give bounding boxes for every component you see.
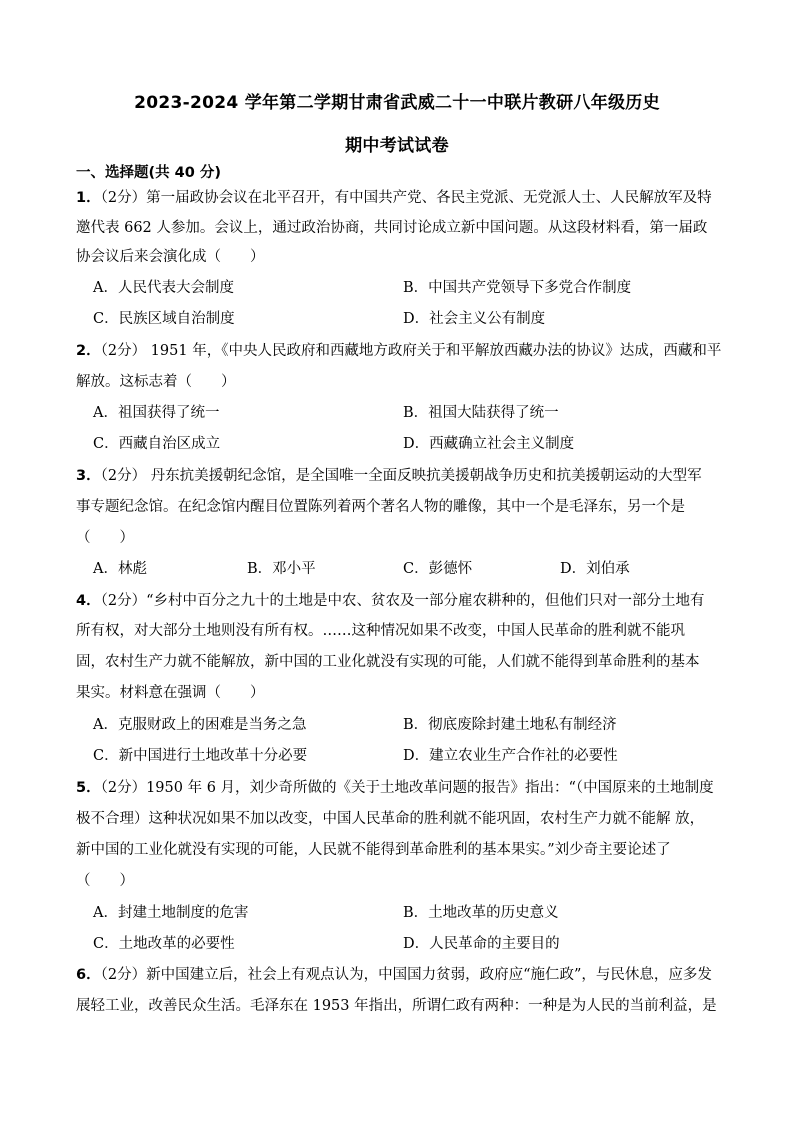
question-4-option-d: D．建立农业生产合作社的必要性	[403, 748, 618, 764]
question-5-option-b: B．土地改革的历史意义	[403, 905, 559, 921]
question-3-line-3: （ ）	[76, 530, 134, 546]
question-5-line-4: （ ）	[76, 873, 134, 889]
question-1-option-d: D．社会主义公有制度	[403, 311, 546, 327]
question-3-option-b: B．邓小平	[247, 561, 316, 577]
question-3-option-d: D．刘伯承	[560, 561, 630, 577]
question-5-line-2: 极不合理）这种状况如果不加以改变，中国人民革命的胜利就不能巩固，农村生产力就不能解 放，	[76, 811, 705, 827]
question-5-line-3: 新中国的工业化就没有实现的可能，人民就不能得到革命胜利的基本果实。”刘少奇主要论述了	[76, 842, 671, 858]
question-5-line-1: 5．（2分）1950 年 6 月，刘少奇所做的《关于土地改革问题的报告》指出：“（中国原来的土地制度	[76, 780, 714, 796]
question-4-line-1: 4．（2分）“乡村中百分之九十的土地是中农、贫农及一部分雇农耕种的，但他们只对一部分土地有	[76, 593, 705, 609]
question-4-line-2: 所有权，对大部分土地则没有所有权。……这种情况如果不改变，中国人民革命的胜利就不能巩	[76, 623, 685, 639]
question-1-option-c: C．民族区域自治制度	[93, 311, 235, 327]
question-6-line-2: 展轻工业，改善民众生活。毛泽东在 1953 年指出，所谓仁政有两种：一种是为人民的当前利益，是	[76, 998, 717, 1014]
question-5-option-d: D．人民革命的主要目的	[403, 936, 560, 952]
question-number: 6．	[76, 967, 101, 983]
section-heading: 一、选择题(共 40 分)	[76, 165, 222, 181]
question-1-option-a: A．人民代表大会制度	[93, 280, 234, 296]
question-2-line-2: 解放。这标志着（ ）	[76, 374, 236, 390]
question-3-option-c: C．彭德怀	[403, 561, 473, 577]
exam-title-line1: 2023-2024 学年第二学期甘肃省武威二十一中联片教研八年级历史	[134, 93, 660, 113]
exam-title-line2: 期中考试试卷	[345, 136, 449, 156]
question-1-line-1: 1．（2分）第一届政协会议在北平召开，有中国共产党、各民主党派、无党派人士、人民解放军及特	[76, 190, 712, 206]
question-4-line-3: 固，农村生产力就不能解放，新中国的工业化就没有实现的可能，人们就不能得到革命胜利的基本	[76, 654, 700, 670]
question-2-option-b: B．祖国大陆获得了统一	[403, 405, 559, 421]
question-1-line-3: 协会议后来会演化成（ ）	[76, 249, 265, 265]
question-number: 5．	[76, 780, 101, 796]
question-6-line-1: 6．（2分）新中国建立后，社会上有观点认为，中国国力贫弱，政府应“施仁政”，与民休息，应多发	[76, 967, 712, 983]
question-1-line-2: 邀代表 662 人参加。会议上，通过政治协商，共同讨论成立新中国问题。从这段材料看，第一届政	[76, 220, 708, 236]
question-5-option-c: C．土地改革的必要性	[93, 936, 235, 952]
question-number: 2．	[76, 343, 101, 359]
question-2-option-a: A．祖国获得了统一	[93, 405, 220, 421]
question-5-option-a: A．封建土地制度的危害	[93, 905, 249, 921]
question-2-option-d: D．西藏确立社会主义制度	[403, 436, 575, 452]
question-number: 1．	[76, 190, 101, 206]
question-2-line-1: 2．（2分） 1951 年，《中央人民政府和西藏地方政府关于和平解放西藏办法的协议》达成，西藏和平	[76, 343, 722, 359]
question-number: 4．	[76, 593, 101, 609]
question-4-line-4: 果实。材料意在强调（ ）	[76, 685, 265, 701]
question-4-option-c: C．新中国进行土地改革十分必要	[93, 748, 308, 764]
question-3-line-2: 事专题纪念馆。在纪念馆内醒目位置陈列着两个著名人物的雕像，其中一个是毛泽东，另一个是	[76, 499, 685, 515]
question-1-option-b: B．中国共产党领导下多党合作制度	[403, 280, 632, 296]
question-4-option-b: B．彻底废除封建土地私有制经济	[403, 717, 617, 733]
question-4-option-a: A．克服财政上的困难是当务之急	[93, 717, 307, 733]
question-3-option-a: A．林彪	[93, 561, 147, 577]
question-3-line-1: 3．（2分） 丹东抗美援朝纪念馆，是全国唯一全面反映抗美援朝战争历史和抗美援朝运动的大型军	[76, 468, 702, 484]
question-number: 3．	[76, 468, 101, 484]
question-2-option-c: C．西藏自治区成立	[93, 436, 221, 452]
